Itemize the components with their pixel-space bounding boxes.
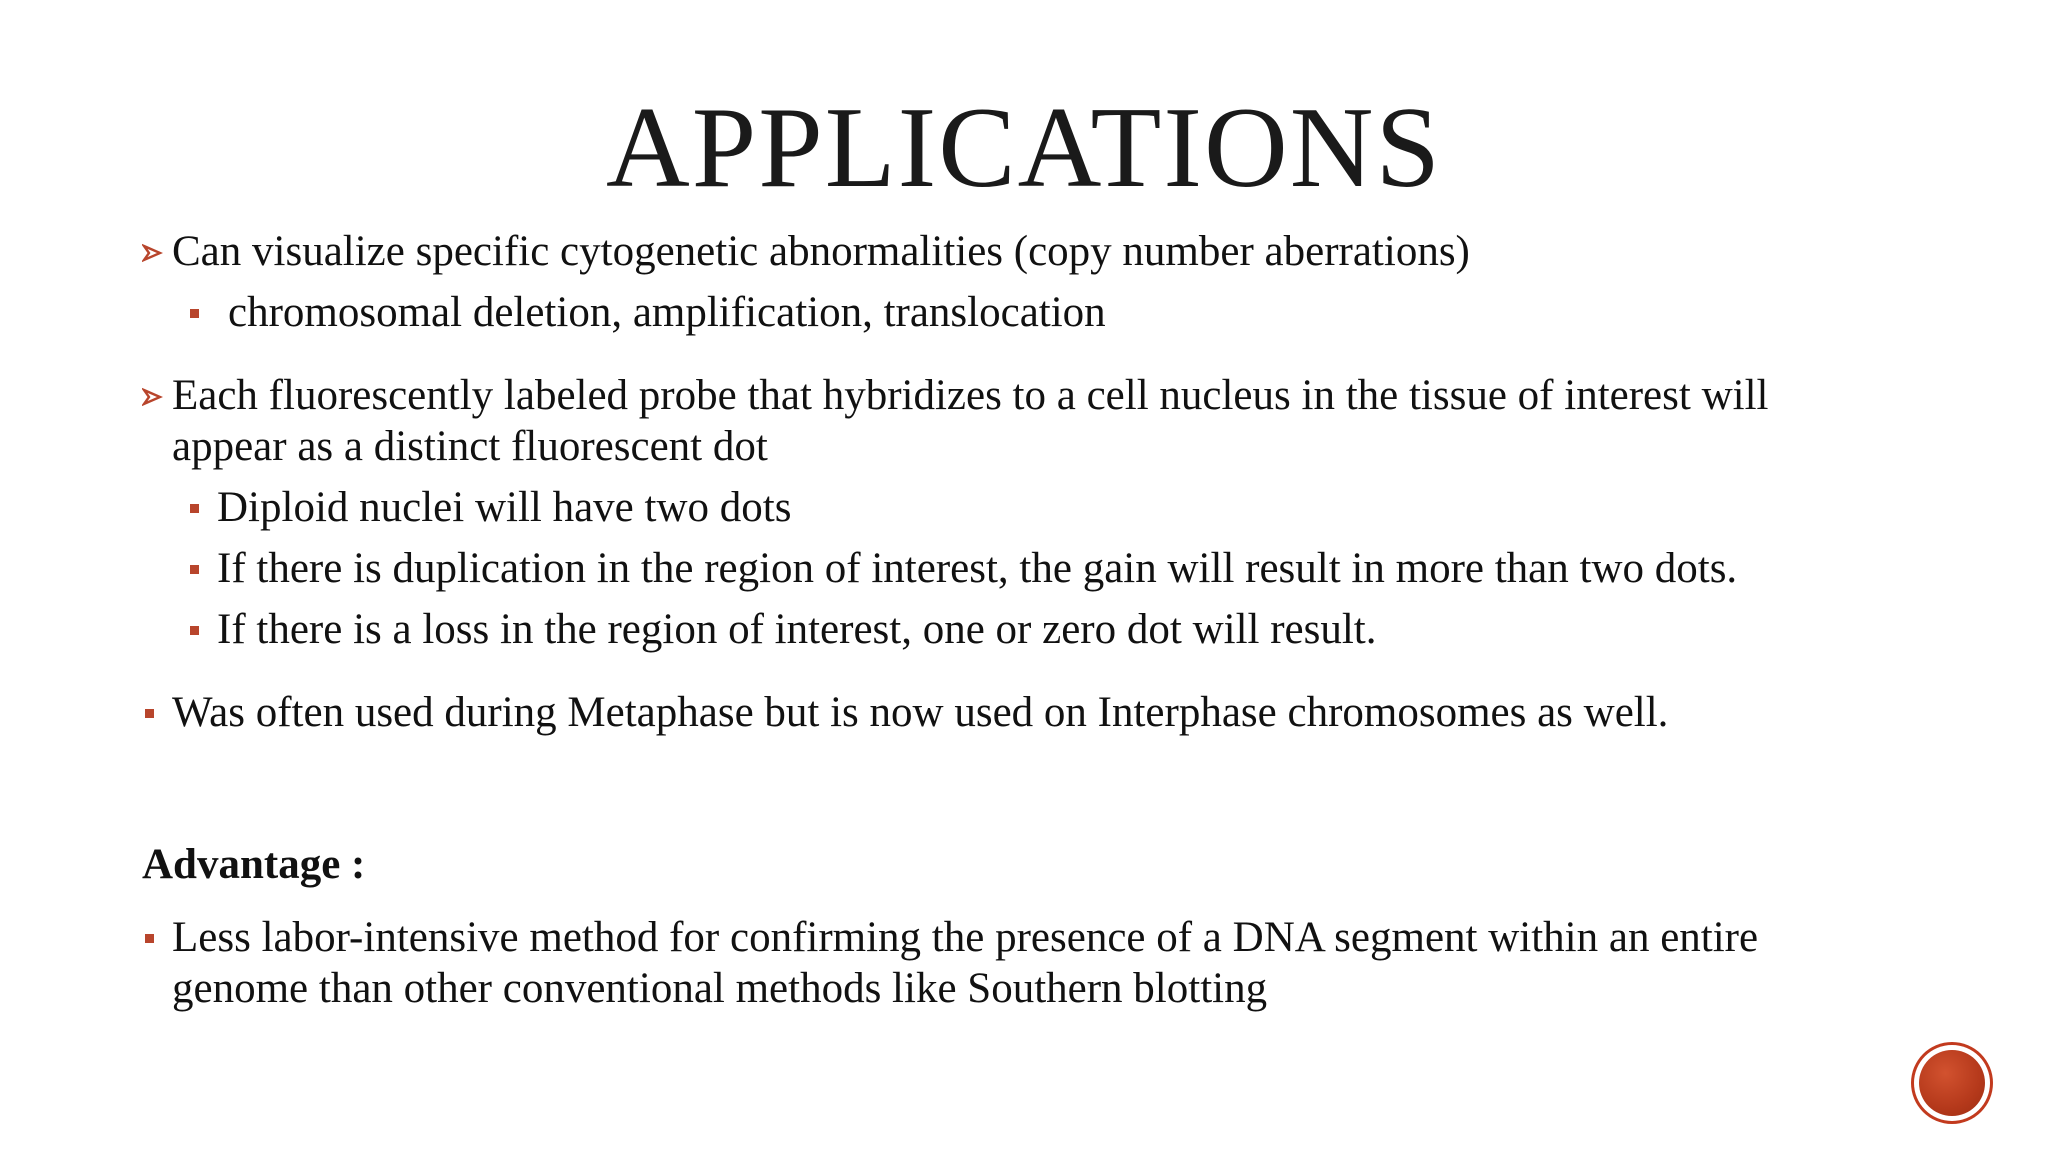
bullet-2-text-cont: appear as a distinct fluorescent dot	[172, 423, 768, 470]
bullet-2	[142, 370, 1942, 472]
bullet-1-sub-1-text: chromosomal deletion, amplification, translocation	[228, 289, 1106, 336]
square-bullet-icon	[190, 565, 199, 574]
bullet-2-sub-3	[142, 604, 1942, 655]
circle-nav-button-icon	[1919, 1050, 1985, 1116]
slide-title: APPLICATIONS	[605, 84, 1443, 212]
slide-body	[142, 226, 1942, 1014]
bullet-2-text: Each fluorescently labeled probe that hybridizes to a cell nucleus in the tissue of interest will	[172, 372, 1769, 419]
bullet-3-text: Was often used during Metaphase but is now used on Interphase chromosomes as well.	[172, 689, 1669, 736]
arrowhead-bullet-icon	[142, 386, 164, 408]
advantage-bullet	[142, 912, 1942, 1014]
bullet-3	[142, 687, 1942, 738]
advantage-bullet-line1: Less labor-intensive method for confirming the presence of a DNA segment within an entire	[172, 914, 1759, 961]
bullet-1	[142, 226, 1942, 277]
square-bullet-icon	[190, 504, 199, 513]
square-bullet-icon	[190, 626, 199, 635]
bullet-2-sub-1-text: Diploid nuclei will have two dots	[217, 484, 792, 531]
bullet-2-sub-3-text: If there is a loss in the region of interest, one or zero dot will result.	[217, 606, 1377, 653]
square-bullet-icon	[145, 709, 154, 718]
bullet-1-sub-1	[142, 287, 1942, 338]
bullet-2-sub-1	[142, 482, 1942, 533]
advantage-heading: Advantage :	[142, 841, 366, 888]
square-bullet-icon	[145, 934, 154, 943]
circle-nav-button[interactable]	[1914, 1045, 1990, 1121]
bullet-1-text: Can visualize specific cytogenetic abnormalities (copy number aberrations)	[172, 228, 1470, 275]
bullet-2-sub-2-text: If there is duplication in the region of interest, the gain will result in more than two dots.	[217, 545, 1738, 592]
square-bullet-icon	[190, 309, 199, 318]
arrowhead-bullet-icon	[142, 242, 164, 264]
advantage-bullet-line2: genome than other conventional methods like Southern blotting	[172, 965, 1268, 1012]
bullet-2-sub-2	[142, 543, 1942, 594]
